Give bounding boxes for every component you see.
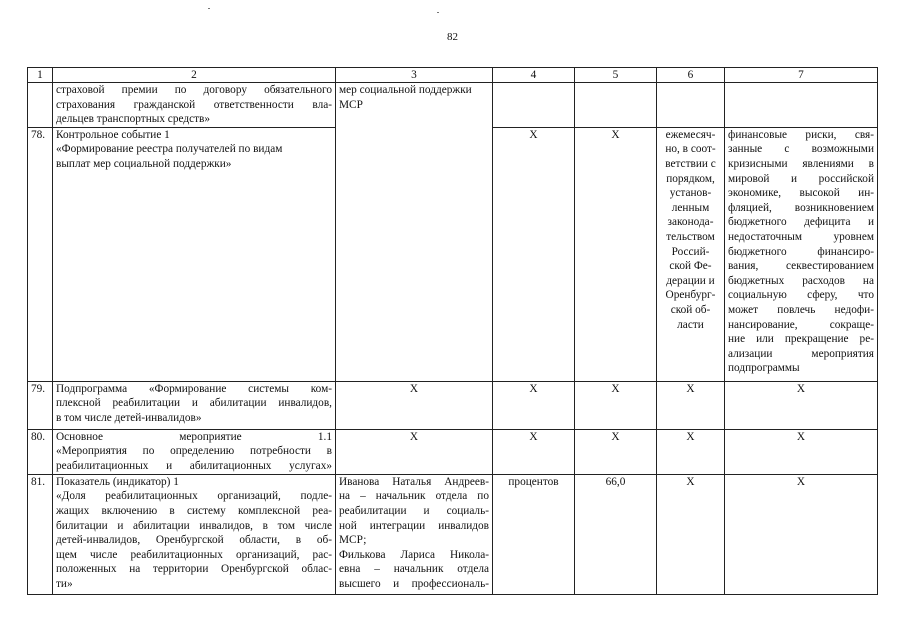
table-row-continuation — [28, 83, 878, 128]
responsible-cell: Иванова Наталья Андреев- на – начальник отдела по реабилитации и социаль- ной интеграции инвалидов МСР; Филькова Лариса Никола- евна – начальник отдела высшего и профессиональ- — [336, 474, 493, 594]
unit-cell: процентов — [493, 474, 575, 594]
col7-cell: X — [725, 381, 878, 429]
header-cell: 1 — [28, 68, 53, 83]
col5-cell — [575, 83, 657, 128]
header-cell: 4 — [493, 68, 575, 83]
col7-cell: X — [725, 474, 878, 594]
row-text: Подпрограмма «Формирование системы ком- плексной реабилитации и абилитации инвалидов, в том числе детей-инвалидов» — [53, 381, 336, 429]
document-table — [27, 67, 878, 595]
header-cell: 3 — [336, 68, 493, 83]
row-text: Основное мероприятие 1.1 «Мероприятия по определению потребности в реабилитационных и абилитационных услугах» — [53, 429, 336, 474]
col5-cell: X — [575, 381, 657, 429]
row-text: страховой премии по договору обязательного страхования гражданской ответственности вла- дельцев транспортных средств» — [53, 83, 336, 128]
col5-cell: X — [575, 429, 657, 474]
col7-cell: X — [725, 429, 878, 474]
col3-cell: X — [336, 381, 493, 429]
scan-speck — [437, 12, 439, 13]
col6-cell: X — [657, 474, 725, 594]
row-number: 81. — [28, 474, 53, 594]
periodicity-cell: ежемесяч- но, в соот- ветствии с порядком, установ- ленным законода- тельством Россий- ской Фе- дерации и Оренбург- ской об- ласти — [657, 127, 725, 381]
row-number: 80. — [28, 429, 53, 474]
col6-cell: X — [657, 429, 725, 474]
risks-cell: финансовые риски, свя- занные с возможными кризисными явлениями в мировой и российской экономике, высокой ин- фляцией, возникновением бюджетного дефицита и недостаточным уровнем бюджетного финансиро- вания, секвестированием бюджетных расходов на социальную сферу, что может повлечь недофи- нансирование, сокраще- ние или прекращение ре- ализации мероприятия подпрограммы — [725, 127, 878, 381]
row-number: 79. — [28, 381, 53, 429]
col4-cell: X — [493, 429, 575, 474]
responsible-cell: мер социальной поддержки МСР — [336, 83, 493, 382]
col5-cell: X — [575, 127, 657, 381]
table-row-81 — [28, 474, 878, 594]
col7-cell — [725, 83, 878, 128]
row-text: Контрольное событие 1 «Формирование реестра получателей по видам выплат мер социальной поддержки» — [53, 127, 336, 381]
col4-cell — [493, 83, 575, 128]
header-cell: 7 — [725, 68, 878, 83]
col6-cell: X — [657, 381, 725, 429]
scan-speck — [208, 8, 210, 9]
table-row-79 — [28, 381, 878, 429]
header-cell: 5 — [575, 68, 657, 83]
header-cell: 6 — [657, 68, 725, 83]
col4-cell: X — [493, 127, 575, 381]
header-row — [28, 68, 878, 83]
header-cell: 2 — [53, 68, 336, 83]
row-number: 78. — [28, 127, 53, 381]
col6-cell — [657, 83, 725, 128]
row-text: Показатель (индикатор) 1 «Доля реабилитационных организаций, подле- жащих включению в систему комплексной реа- билитации и абилитации инвалидов, в том числе детей-инвалидов, Оренбургской области, в об- щем числе реабилитационных организаций, рас- положенных на территории Оренбургской облас- ти» — [53, 474, 336, 594]
table-row-80 — [28, 429, 878, 474]
row-number — [28, 83, 53, 128]
col3-cell: X — [336, 429, 493, 474]
col4-cell: X — [493, 381, 575, 429]
value-cell: 66,0 — [575, 474, 657, 594]
page-number: 82 — [447, 31, 458, 43]
